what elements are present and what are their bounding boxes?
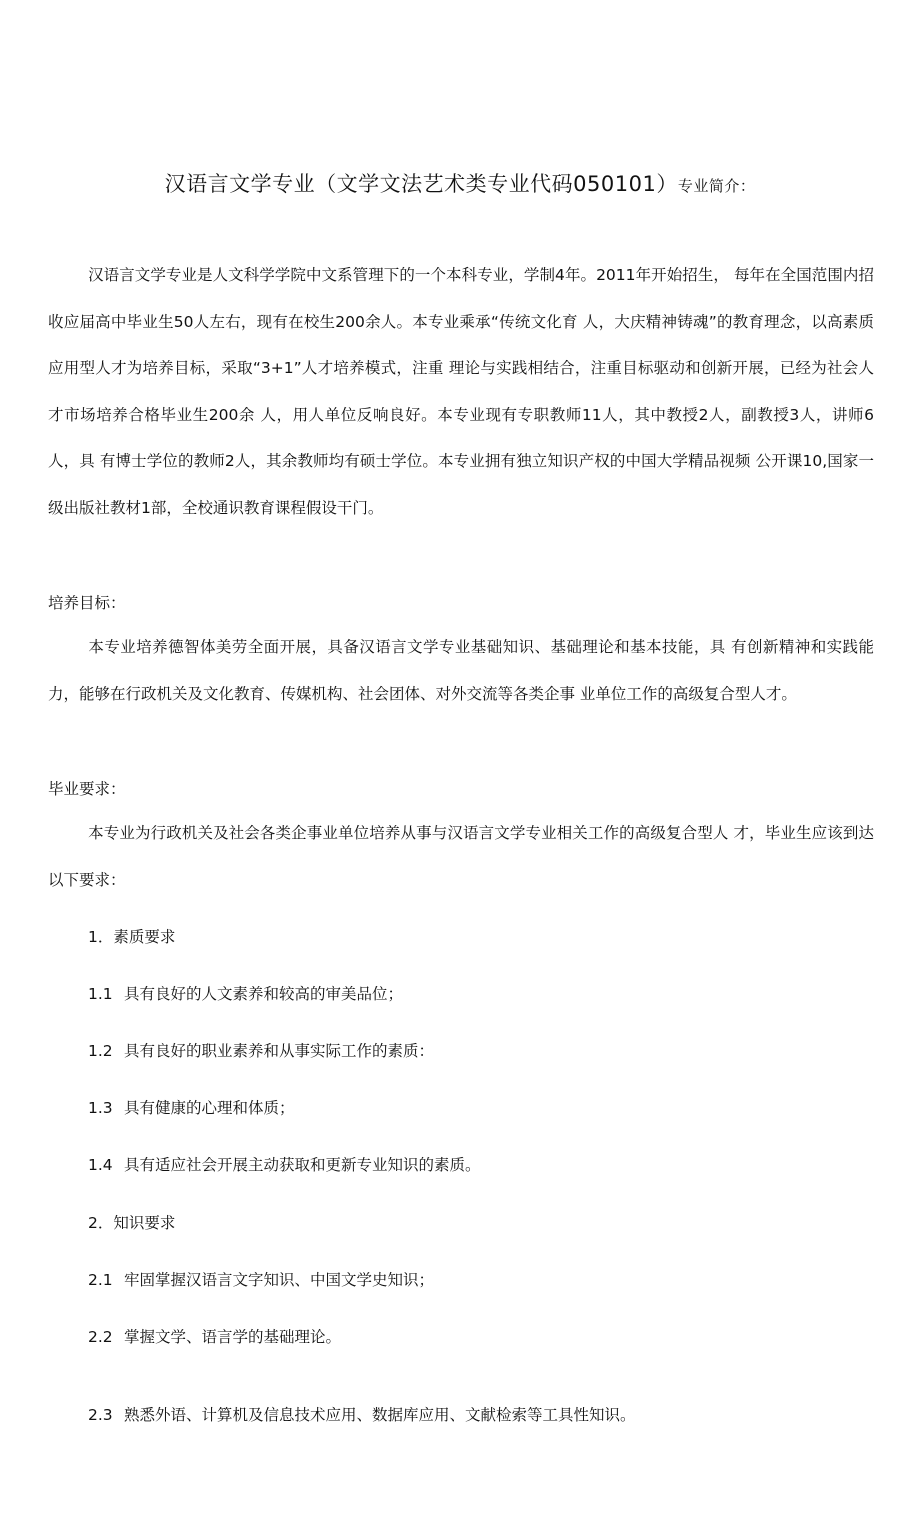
item-text: 熟悉外语、计算机及信息技术应用、数据库应用、文献检索等工具性知识。 xyxy=(124,1406,636,1424)
item-text: 具有良好的人文素养和较高的审美品位； xyxy=(124,985,404,1003)
item-number: 2.2 xyxy=(88,1328,113,1346)
item-number: 2.3 xyxy=(88,1406,113,1424)
item-number: 1.1 xyxy=(88,985,113,1003)
list-item xyxy=(88,982,403,1004)
item-text: 具有健康的心理和体质； xyxy=(124,1099,295,1117)
goal-heading: 培养目标： xyxy=(48,594,126,612)
item-text: 具有良好的职业素养和从事实际工作的素质： xyxy=(124,1042,435,1060)
item-text: 掌握文学、语言学的基础理论。 xyxy=(124,1328,342,1346)
document-title xyxy=(0,168,920,198)
list-item xyxy=(88,1325,341,1347)
goal-text: 本专业培养德智体美劳全面开展，具备汉语言文学专业基础知识、基础理论和基本技能，具 有创新精神和实践能力，能够在行政机关及文化教育、传媒机构、社会团体、对外交流等各类企事 业单位工作的高级复合型人才。 xyxy=(48,638,874,703)
list-item xyxy=(88,1268,434,1290)
intro-text: 汉语言文学专业是人文科学学院中文系管理下的一个本科专业，学制4年。2011年开始招生， 每年在全国范围内招收应届高中毕业生50人左右，现有在校生200余人。本专业乘承“传统文化育 人，大庆精神铸魂”的教育理念，以高素质应用型人才为培养目标，采取“3+1”人才培养模式，注重 理论与实践相结合，注重目标驱动和创新开展，已经为社会人才市场培养合格毕业生200余 人，用人单位反响良好。本专业现有专职教师11人，其中教授2人，副教授3人，讲师6人，具 有博士学位的教师2人，其余教师均有硕士学位。本专业拥有独立知识产权的中国大学精品视频 公开课10,国家一级出版社教材1部，全校通识教育课程假设干门。 xyxy=(48,266,874,517)
section-quality-heading: 1．素质要求 xyxy=(88,928,176,946)
requirements-heading: 毕业要求： xyxy=(48,780,126,798)
item-number: 1.4 xyxy=(88,1156,113,1174)
item-text: 具有适应社会开展主动获取和更新专业知识的素质。 xyxy=(124,1156,481,1174)
title-main: 汉语言文学专业（文学文法艺术类专业代码050101） xyxy=(164,172,678,196)
requirements-paragraph xyxy=(48,810,874,903)
item-number: 1.2 xyxy=(88,1042,113,1060)
list-item xyxy=(88,1153,481,1175)
list-item xyxy=(88,1096,295,1118)
goal-paragraph xyxy=(48,624,874,717)
title-suffix: 专业简介： xyxy=(677,177,756,195)
list-item xyxy=(88,1403,636,1425)
item-text: 牢固掌握汉语言文字知识、中国文学史知识； xyxy=(124,1271,435,1289)
item-number: 1.3 xyxy=(88,1099,113,1117)
intro-paragraph xyxy=(48,252,874,531)
section-knowledge-heading: 2．知识要求 xyxy=(88,1214,176,1232)
item-number: 2.1 xyxy=(88,1271,113,1289)
requirements-text: 本专业为行政机关及社会各类企事业单位培养从事与汉语言文学专业相关工作的高级复合型人 才，毕业生应该到达以下要求： xyxy=(48,824,874,889)
list-item xyxy=(88,1039,434,1061)
